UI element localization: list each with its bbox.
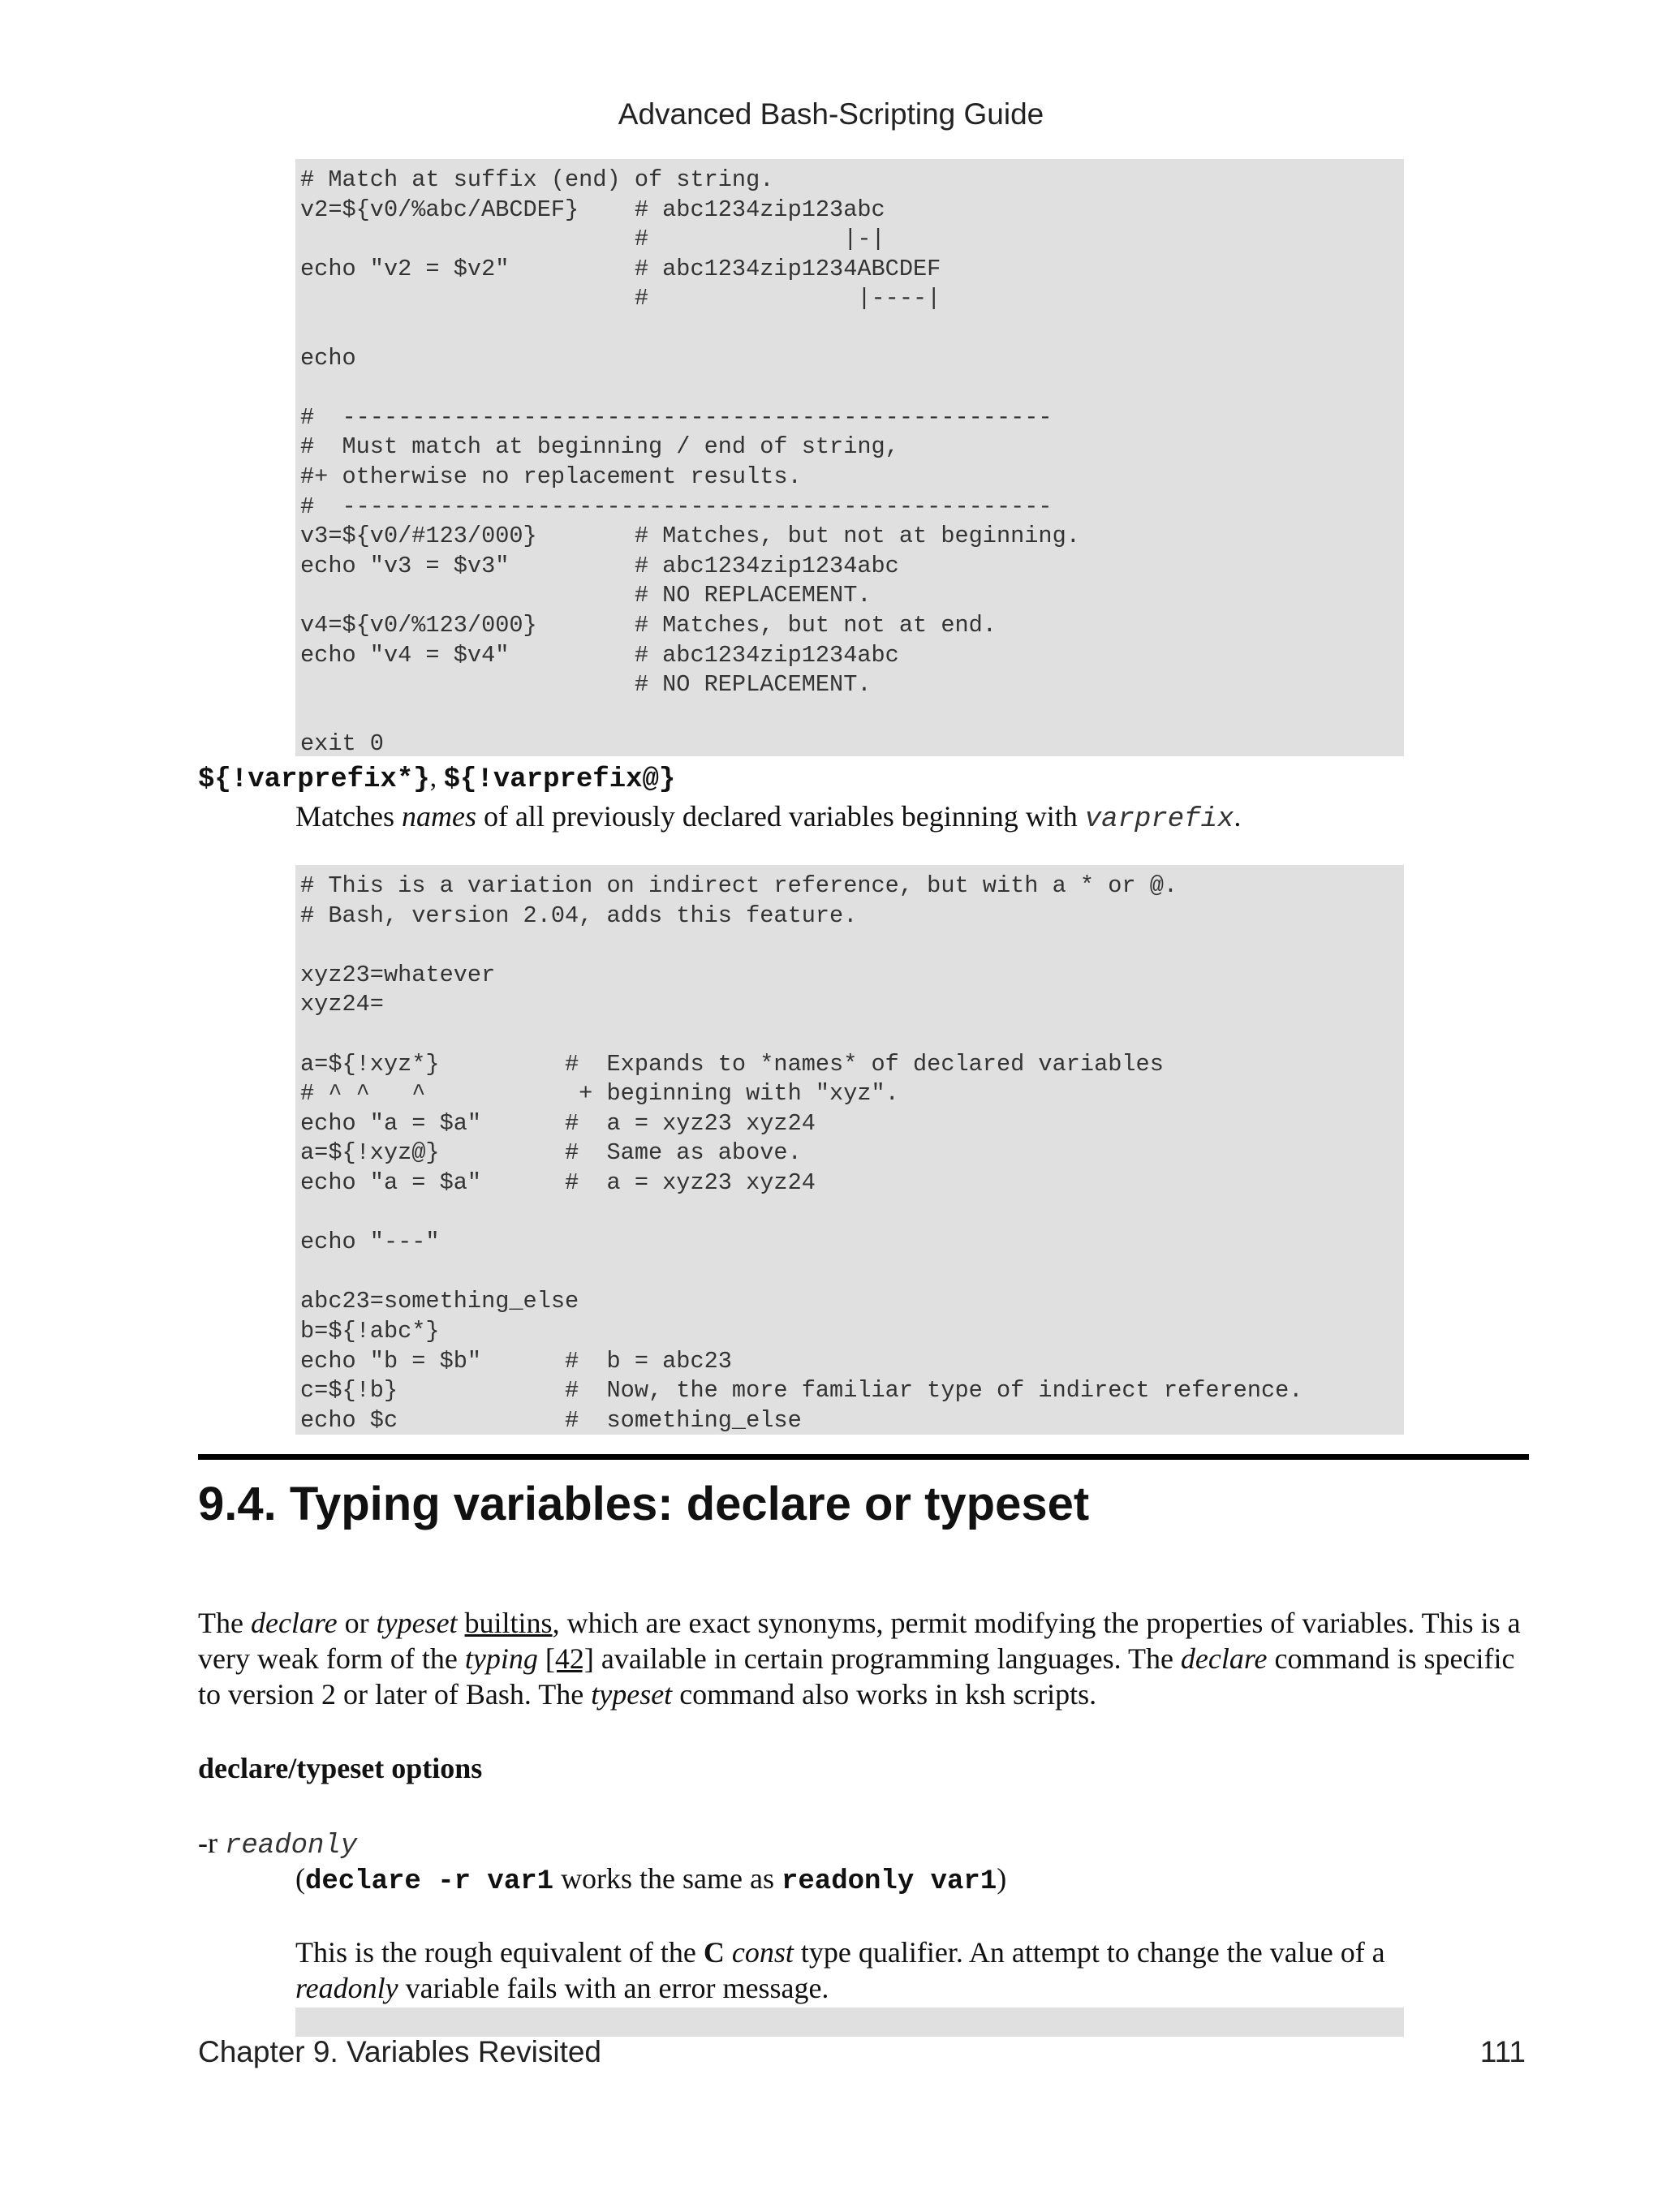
intro-italic: declare xyxy=(250,1607,338,1639)
desc-italic: readonly xyxy=(295,1972,398,2004)
intro-text: command also works in ksh scripts. xyxy=(672,1678,1097,1711)
code-line: echo $c # something_else xyxy=(300,1406,802,1434)
code-line: echo "a = $a" # a = xyz23 xyz24 xyxy=(300,1109,816,1137)
code-line xyxy=(300,314,1399,344)
code-line: echo "v3 = $v3" # abc1234zip1234abc xyxy=(300,552,899,579)
code-line: c=${!b} # Now, the more familiar type of indirect reference. xyxy=(300,1377,1303,1405)
code-line: # NO REPLACEMENT. xyxy=(300,671,872,699)
code-line: v2=${v0/%abc/ABCDEF} # abc1234zip123abc xyxy=(300,196,885,223)
term-varprefix xyxy=(198,763,675,795)
desc-text xyxy=(725,1936,732,1969)
desc-replaceable: varprefix xyxy=(1084,804,1234,835)
code-line xyxy=(300,1199,1399,1229)
desc-bold: C xyxy=(703,1936,725,1969)
intro-paragraph xyxy=(198,1605,1537,1712)
desc-period: . xyxy=(1234,800,1242,833)
code-line: echo xyxy=(300,344,356,372)
desc-text-2: of all previously declared variables beginning with xyxy=(476,800,1085,833)
code-block-suffix-match xyxy=(295,159,1404,756)
running-header: Advanced Bash-Scripting Guide xyxy=(618,97,1044,131)
intro-italic: typing xyxy=(464,1642,538,1675)
desc-text: Matches xyxy=(295,800,402,833)
code-line xyxy=(300,1020,1399,1050)
code-line: #+ otherwise no replacement results. xyxy=(300,463,802,490)
intro-text: , which are exact synonyms, permit modifying the properties of variables. This is a very weak form of the xyxy=(198,1607,1521,1675)
code-line xyxy=(300,373,1399,403)
code-line: echo "b = $b" # b = abc23 xyxy=(300,1347,732,1375)
code-line: v4=${v0/%123/000} # Matches, but not at end. xyxy=(300,611,997,639)
code-declare-r: declare -r var1 xyxy=(305,1866,554,1897)
intro-italic: typeset xyxy=(376,1607,458,1639)
intro-italic: typeset xyxy=(591,1678,673,1711)
intro-text: The xyxy=(198,1607,251,1639)
code-line: # This is a variation on indirect reference, but with a * or @. xyxy=(300,872,1178,899)
options-heading: declare/typeset options xyxy=(198,1752,483,1784)
paren-open: ( xyxy=(295,1862,305,1895)
intro-text: available in certain programming languages. The xyxy=(593,1642,1181,1675)
term-varprefix-star: ${!varprefix*} xyxy=(198,764,430,795)
intro-text xyxy=(538,1642,545,1675)
code-line xyxy=(300,1258,1399,1288)
desc-italic: names xyxy=(401,800,476,833)
term-varprefix-at: ${!varprefix@} xyxy=(443,764,676,795)
term-separator: , xyxy=(429,763,444,793)
term-description xyxy=(295,799,1241,835)
footnote-42-link[interactable]: [42] xyxy=(545,1642,594,1675)
code-line: # --------------------------------------------------- xyxy=(300,493,1053,520)
intro-text: or xyxy=(337,1607,377,1639)
option-name: readonly xyxy=(224,1831,358,1861)
equivalence-text: works the same as xyxy=(553,1862,781,1895)
code-line: echo "v4 = $v4" # abc1234zip1234abc xyxy=(300,641,899,669)
code-line xyxy=(300,700,1399,730)
code-line: v3=${v0/#123/000} # Matches, but not at beginning. xyxy=(300,523,1080,550)
code-line: # |----| xyxy=(300,285,941,312)
intro-text: command is specific to version 2 or later of Bash. The xyxy=(198,1642,1515,1711)
intro-text xyxy=(458,1607,465,1639)
code-line: # Bash, version 2.04, adds this feature. xyxy=(300,902,858,929)
code-line: # NO REPLACEMENT. xyxy=(300,582,872,609)
code-line: exit 0 xyxy=(300,730,384,756)
code-block-continued xyxy=(295,2008,1404,2037)
code-line: a=${!xyz@} # Same as above. xyxy=(300,1139,802,1167)
desc-italic: const xyxy=(731,1936,794,1969)
intro-italic: declare xyxy=(1180,1642,1268,1675)
builtins-link[interactable]: builtins xyxy=(464,1607,553,1639)
option-r-equivalence xyxy=(295,1861,1006,1897)
code-line: xyz24= xyxy=(300,991,384,1018)
code-line: a=${!xyz*} # Expands to *names* of declared variables xyxy=(300,1050,1164,1078)
code-line xyxy=(300,931,1399,961)
code-line: abc23=something_else xyxy=(300,1288,579,1315)
section-rule xyxy=(198,1454,1529,1460)
option-flag: -r xyxy=(198,1827,225,1859)
code-line: echo "---" xyxy=(300,1229,440,1256)
paren-close: ) xyxy=(997,1862,1007,1895)
code-line: # --------------------------------------------------- xyxy=(300,403,1053,431)
footer-chapter: Chapter 9. Variables Revisited xyxy=(198,2035,602,2068)
code-line: b=${!abc*} xyxy=(300,1317,440,1345)
code-line: # Must match at beginning / end of string, xyxy=(300,433,899,461)
code-line: # ^ ^ ^ + beginning with "xyz". xyxy=(300,1080,899,1108)
code-line: xyz23=whatever xyxy=(300,961,496,988)
code-line: # |-| xyxy=(300,226,885,253)
section-title: 9.4. Typing variables: declare or typeset xyxy=(198,1478,1090,1530)
code-line: # Match at suffix (end) of string. xyxy=(300,166,774,193)
desc-text: This is the rough equivalent of the xyxy=(295,1936,704,1969)
desc-text: type qualifier. An attempt to change the value of a xyxy=(793,1936,1385,1969)
code-line: echo "a = $a" # a = xyz23 xyz24 xyxy=(300,1168,816,1196)
option-r-description xyxy=(295,1934,1448,2006)
code-line: echo "v2 = $v2" # abc1234zip1234ABCDEF xyxy=(300,255,941,282)
code-block-indirect-reference xyxy=(295,865,1404,1435)
code-readonly: readonly var1 xyxy=(781,1866,997,1897)
footer-page-number: 111 xyxy=(1479,2035,1526,2068)
option-r-term xyxy=(198,1826,357,1861)
desc-text: variable fails with an error message. xyxy=(398,1972,829,2004)
